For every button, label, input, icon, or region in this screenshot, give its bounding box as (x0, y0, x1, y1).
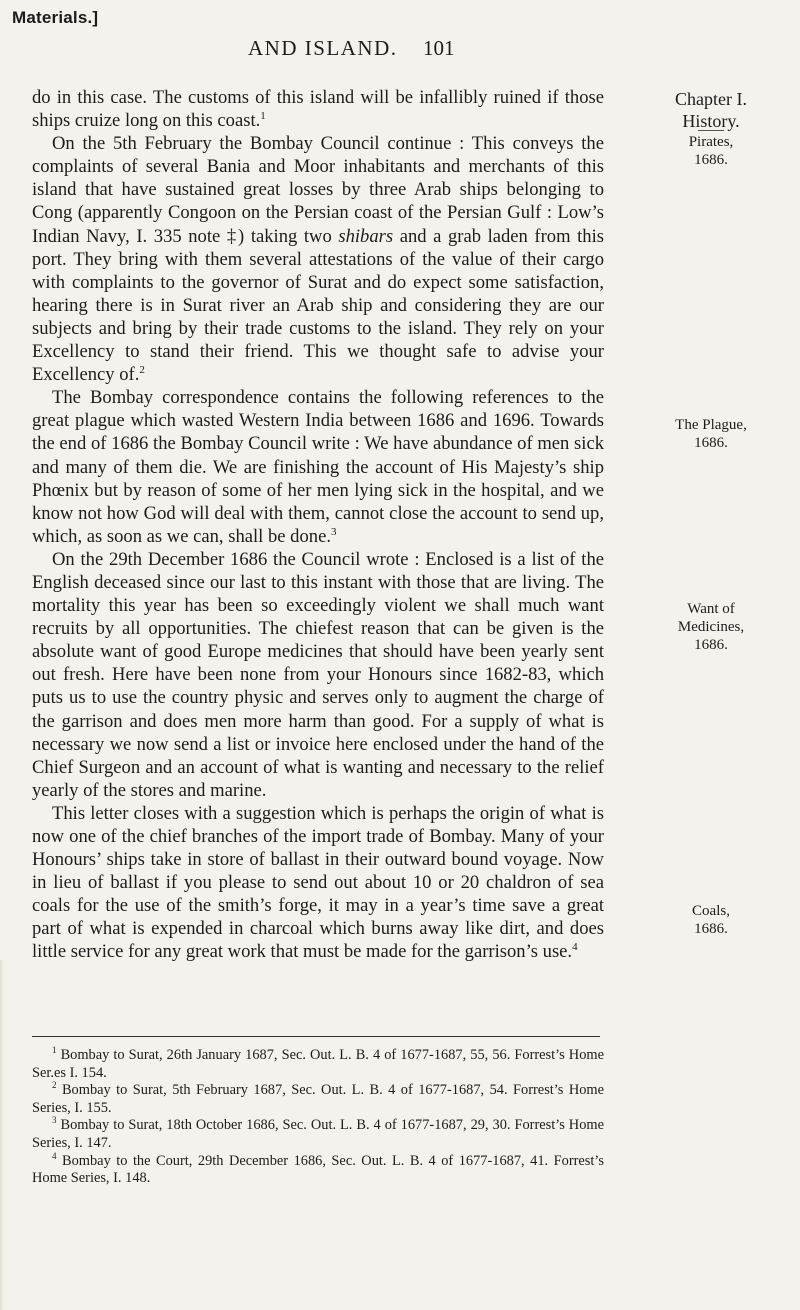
footnote-3: $^3$ Bombay to Surat, 18th October 1686, Sec. Out. L. B. 4 of 1677-1687, 29, 30. Forrest’s Home Series, I. 147. (32, 1115, 604, 1151)
footnote-ref-4[interactable]: 4 (572, 941, 578, 954)
footnote-2: $^2$ Bombay to Surat, 5th February 1687, Sec. Out. L. B. 4 of 1677-1687, 54. Forrest’s Home Series, I. 155. (32, 1080, 604, 1116)
footnote-divider (32, 1036, 600, 1037)
paragraph-4: On the 29th December 1686 the Council wrote : Enclosed is a list of the English deceased since our last to this instant with those that are living. The mortality this year has been so exceedingly violent we shall much want recruits by all opportunities. The chiefest reason that can be given is the absolute want of good Europe medicines that should have been yearly sent out fresh. Here have been none from your Honours since 1682-83, which puts us to use the country physic and serves only to augment the charge of the garrison and does men more harm than good. For a supply of what is necessary we now send a list or invoice here enclosed under the hand of the Chief Surgeon and an account of what is wanting and necessary to the relief yearly of the stores and marine. (32, 548, 604, 801)
margin-pirates-label: Pirates, (688, 134, 734, 150)
margin-pirates-year: 1686. (694, 152, 728, 168)
footnotes (32, 1047, 604, 1188)
footnote-4: $^4$ Bombay to the Court, 29th December 1686, Sec. Out. L. B. 4 of 1677-1687, 41. Forrest’s Home Series, I. 148. (32, 1150, 604, 1187)
paragraph-5: This letter closes with a suggestion which is perhaps the origin of what is now one of the chief branches of the import trade of Bombay. Many of your Honours’ ships take in store of ballast in their outward bound voyage. Now in lieu of ballast if you please to send out about 10 or 20 chaldron of sea coals for the use of the smith’s forge, it may in a year’s time save a great part of what is expended in charcoal which burns away like dirt, and does little service for any great work that must be made for the garrison’s use.$^4$ (32, 802, 604, 963)
page-number: 101 (423, 36, 455, 60)
running-header-title: AND ISLAND. (248, 36, 398, 60)
running-header-section: Materials.] (12, 8, 99, 27)
margin-chapter-label: Chapter I. (675, 89, 747, 109)
footnote-1: $^1$ Bombay to Surat, 26th January 1687, Sec. Out. L. B. 4 of 1677-1687, 55, 56. Forrest’s Home Ser.es I. 154. (32, 1045, 604, 1081)
page-edge-shadow (0, 960, 4, 1310)
margin-note-coals: Coals, 1686. (692, 903, 730, 937)
main-text (32, 86, 604, 964)
footnote-ref-2[interactable]: 2 (139, 363, 145, 376)
margin-note-chapter (626, 88, 796, 169)
paragraph-1: do in this case. The customs of this island will be infallibly ruined if those ships cruize long on this coast.$^1$ (32, 87, 604, 132)
footnote-ref-3[interactable]: 3 (330, 525, 337, 538)
margin-note-medicines: Want of Medicines, 1686. (677, 601, 745, 653)
footnote-ref-1[interactable]: 1 (260, 109, 266, 122)
margin-note-plague: The Plague, 1686. (675, 417, 747, 451)
margin-history-label: History. (682, 111, 740, 131)
paragraph-3: The Bombay correspondence contains the following references to the great plague which wasted Western India between 1686 and 1696. Towards the end of 1686 the Bombay Council write : We have abundance of men sick and many of them die. We are finishing the account of His Majesty’s ship Phœnix but by reason of some of her men lying sick in the hospital, and we know not how God will deal with them, cannot close the account to send up, which, as soon as we can, shall be done.$^3$ (32, 387, 604, 547)
italic-term: shibars (338, 225, 394, 247)
paragraph-2: On the 5th February the Bombay Council continue : This conveys the complaints of several Bania and Moor inhabitants and merchants of this island that have sustained great losses by three Arab ships belonging to Cong (apparently Congoon on the Persian coast of the Persian Gulf : Low’s Indian Navy, I. 335 note ‡) taking two shibars and a grab laden from this port. They bring with them several attestations of the value of their cargo with complaints to the governor of Surat and do expect some satisfaction, hearing there is in Surat river an Arab ship and considering they are our subjects and bring by their trade customs to the island. They rely on your Excellency to stand their friend. This we thought safe to advise your Excellency of.$^2$ (32, 133, 604, 386)
